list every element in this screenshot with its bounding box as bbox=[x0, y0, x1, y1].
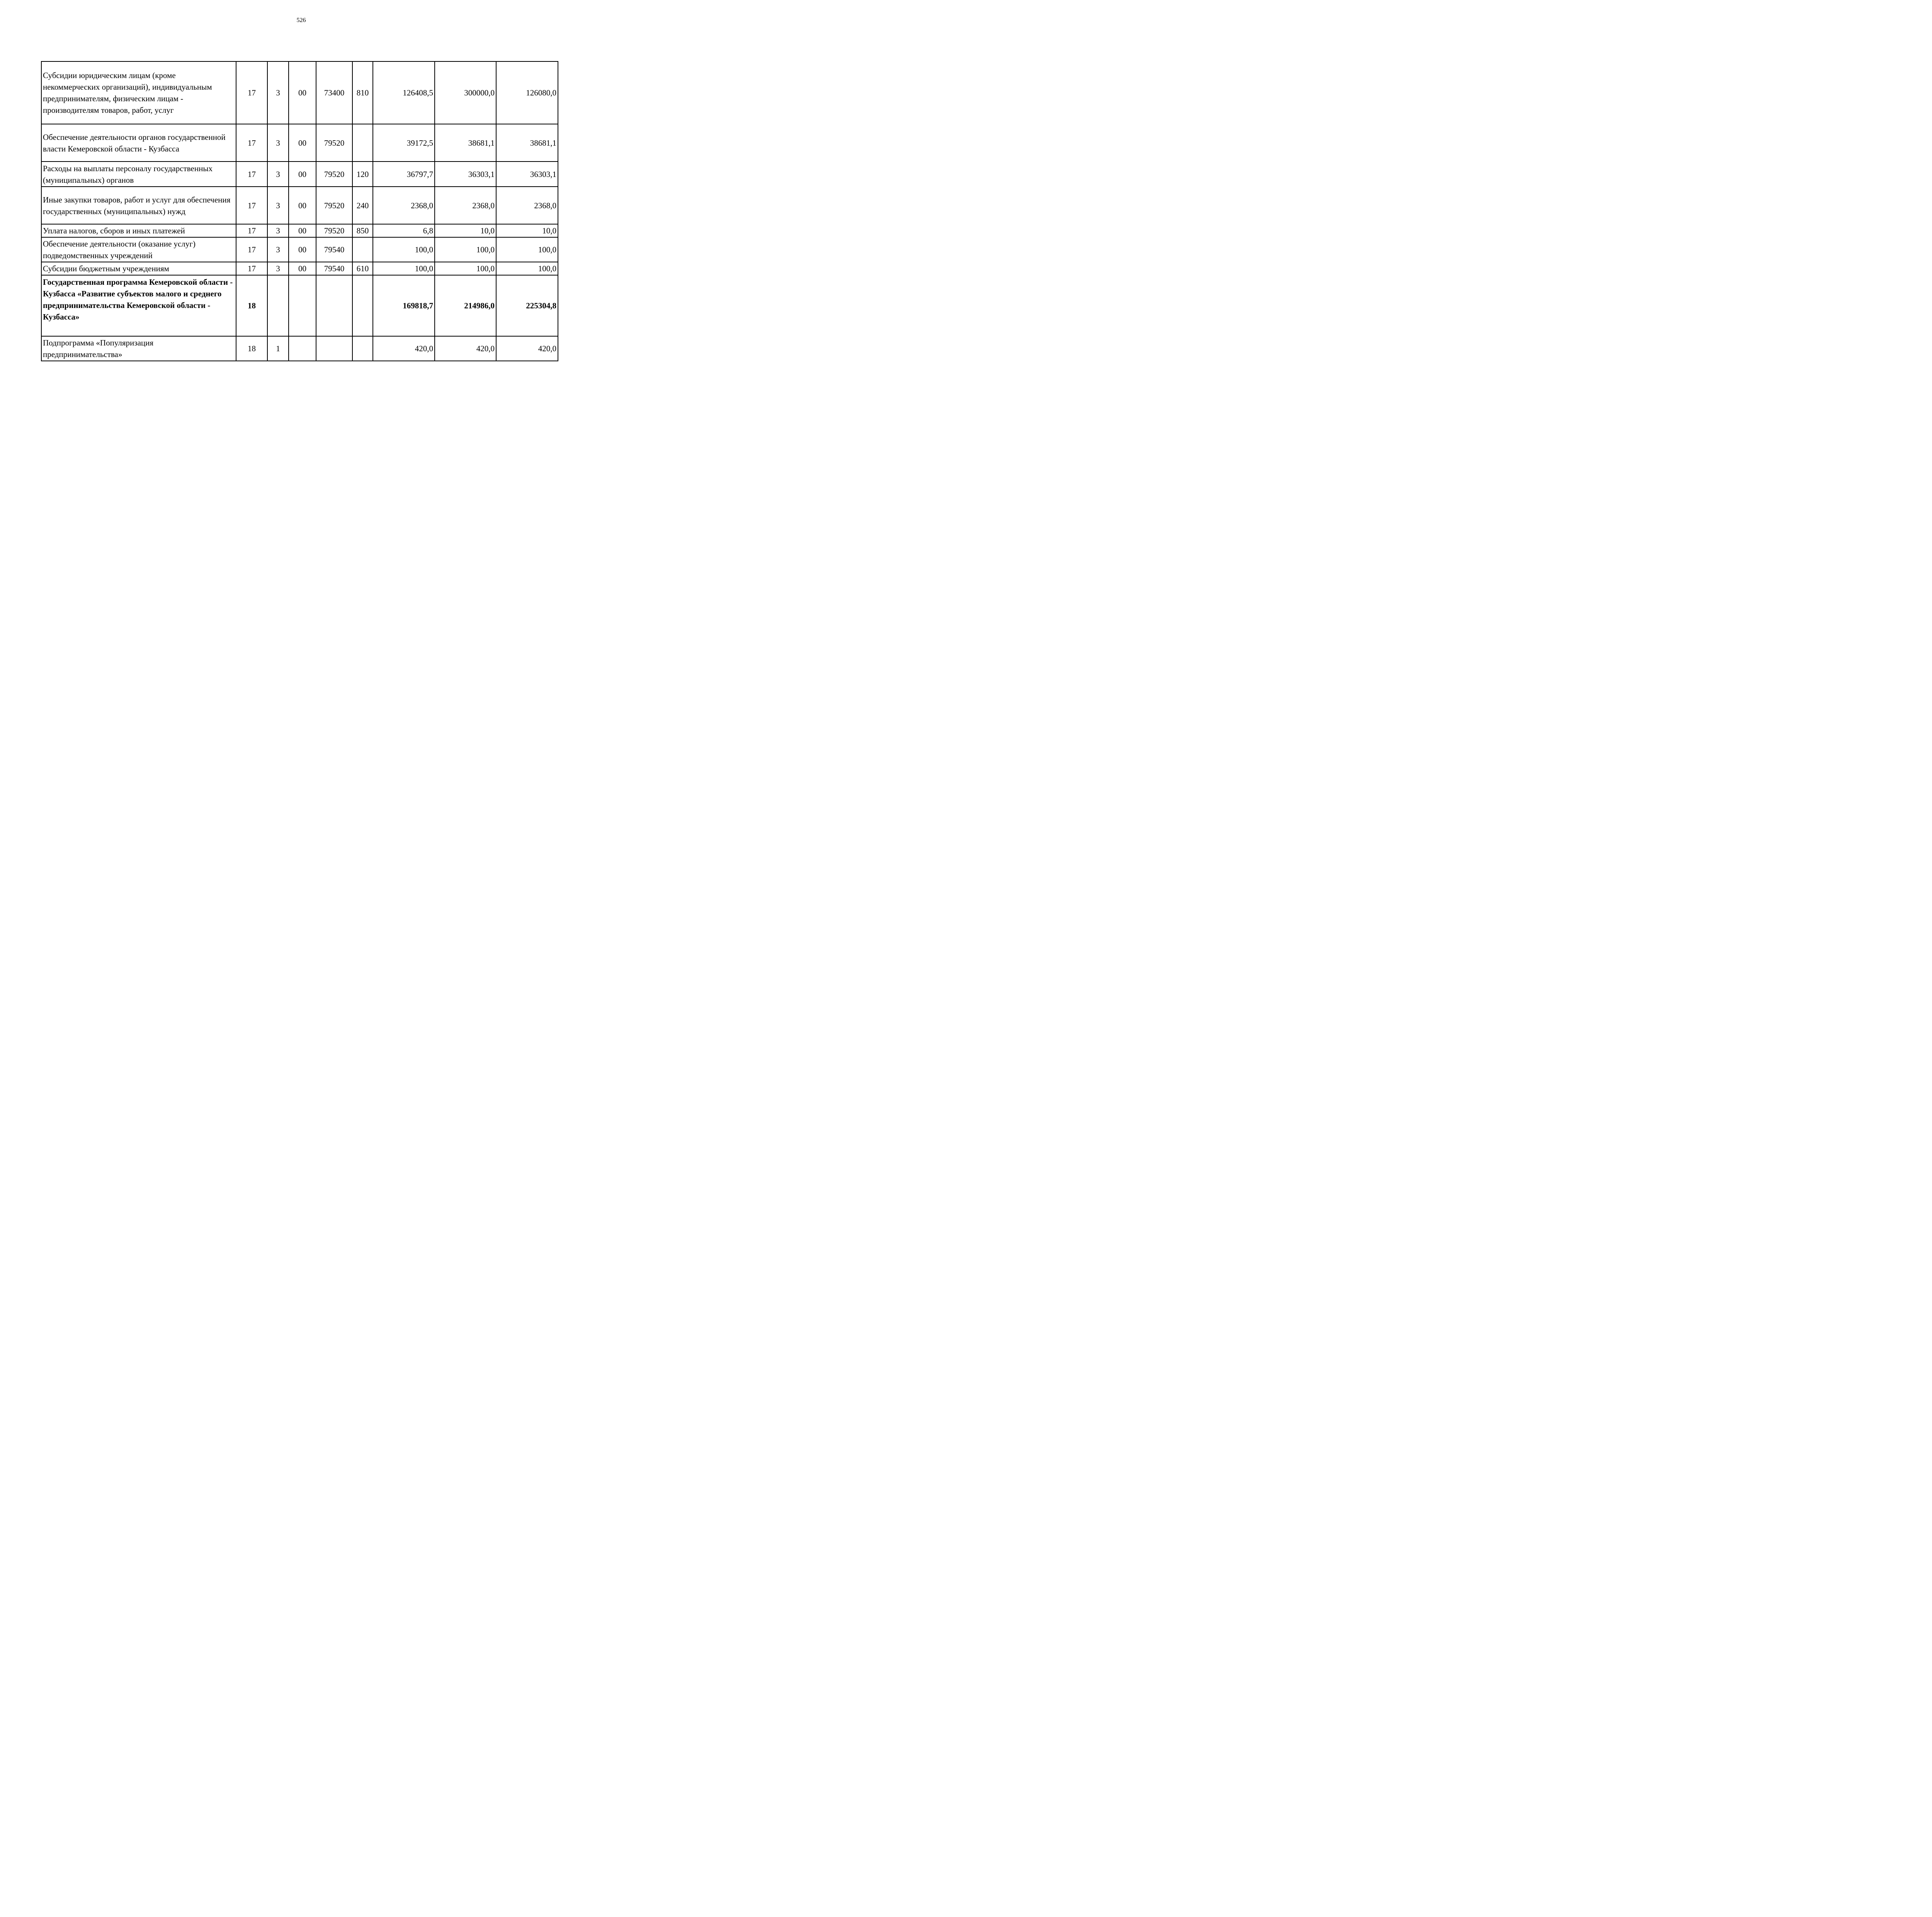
direction-code: 00 bbox=[289, 61, 316, 124]
program-code: 17 bbox=[236, 124, 267, 162]
program-code: 18 bbox=[236, 275, 267, 336]
amount-year-1: 2368,0 bbox=[373, 187, 435, 224]
type-code bbox=[352, 237, 373, 262]
row-name: Подпрограмма «Популяризация предпринимательства» bbox=[41, 336, 236, 361]
expense-code: 79520 bbox=[316, 162, 352, 187]
table-row bbox=[41, 224, 558, 237]
program-code: 17 bbox=[236, 237, 267, 262]
program-code: 17 bbox=[236, 224, 267, 237]
table-row bbox=[41, 162, 558, 187]
amount-year-1: 420,0 bbox=[373, 336, 435, 361]
expense-code: 79520 bbox=[316, 224, 352, 237]
direction-code bbox=[289, 336, 316, 361]
direction-code bbox=[289, 275, 316, 336]
program-code: 17 bbox=[236, 61, 267, 124]
amount-year-3: 100,0 bbox=[496, 262, 558, 275]
table-row bbox=[41, 262, 558, 275]
amount-year-1: 36797,7 bbox=[373, 162, 435, 187]
program-code: 17 bbox=[236, 262, 267, 275]
amount-year-2: 100,0 bbox=[435, 237, 496, 262]
row-name: Обеспечение деятельности органов государственной власти Кемеровской области - Кузбасса bbox=[41, 124, 236, 162]
type-code bbox=[352, 336, 373, 361]
table-row bbox=[41, 61, 558, 124]
page-number: 526 bbox=[296, 17, 306, 24]
amount-year-2: 420,0 bbox=[435, 336, 496, 361]
expense-code: 79520 bbox=[316, 187, 352, 224]
type-code bbox=[352, 124, 373, 162]
subprogram-code: 3 bbox=[267, 61, 289, 124]
subprogram-code: 3 bbox=[267, 262, 289, 275]
amount-year-1: 6,8 bbox=[373, 224, 435, 237]
direction-code: 00 bbox=[289, 187, 316, 224]
amount-year-1: 100,0 bbox=[373, 237, 435, 262]
amount-year-3: 420,0 bbox=[496, 336, 558, 361]
row-name: Обеспечение деятельности (оказание услуг) подведомственных учреждений bbox=[41, 237, 236, 262]
table-row bbox=[41, 124, 558, 162]
direction-code: 00 bbox=[289, 237, 316, 262]
table-row bbox=[41, 336, 558, 361]
row-name: Субсидии бюджетным учреждениям bbox=[41, 262, 236, 275]
amount-year-3: 100,0 bbox=[496, 237, 558, 262]
amount-year-2: 214986,0 bbox=[435, 275, 496, 336]
expense-code: 79540 bbox=[316, 262, 352, 275]
type-code: 120 bbox=[352, 162, 373, 187]
expense-code: 79540 bbox=[316, 237, 352, 262]
table-row bbox=[41, 275, 558, 336]
amount-year-3: 2368,0 bbox=[496, 187, 558, 224]
expense-code bbox=[316, 336, 352, 361]
type-code: 810 bbox=[352, 61, 373, 124]
type-code: 850 bbox=[352, 224, 373, 237]
row-name: Иные закупки товаров, работ и услуг для обеспечения государственных (муниципальных) нужд bbox=[41, 187, 236, 224]
row-name: Субсидии юридическим лицам (кроме некоммерческих организаций), индивидуальным предпринимателям, физическим лицам - производителям товаров, работ, услуг bbox=[41, 61, 236, 124]
amount-year-2: 38681,1 bbox=[435, 124, 496, 162]
program-code: 18 bbox=[236, 336, 267, 361]
budget-table bbox=[41, 61, 558, 361]
amount-year-3: 126080,0 bbox=[496, 61, 558, 124]
subprogram-code bbox=[267, 275, 289, 336]
amount-year-1: 126408,5 bbox=[373, 61, 435, 124]
expense-code bbox=[316, 275, 352, 336]
amount-year-2: 2368,0 bbox=[435, 187, 496, 224]
amount-year-3: 36303,1 bbox=[496, 162, 558, 187]
amount-year-2: 100,0 bbox=[435, 262, 496, 275]
amount-year-3: 225304,8 bbox=[496, 275, 558, 336]
direction-code: 00 bbox=[289, 124, 316, 162]
type-code: 610 bbox=[352, 262, 373, 275]
amount-year-2: 36303,1 bbox=[435, 162, 496, 187]
amount-year-2: 300000,0 bbox=[435, 61, 496, 124]
table-row bbox=[41, 237, 558, 262]
subprogram-code: 3 bbox=[267, 162, 289, 187]
subprogram-code: 3 bbox=[267, 237, 289, 262]
table-row bbox=[41, 187, 558, 224]
row-name: Государственная программа Кемеровской области - Кузбасса «Развитие субъектов малого и среднего предпринимательства Кемеровской области - Кузбасса» bbox=[41, 275, 236, 336]
direction-code: 00 bbox=[289, 262, 316, 275]
amount-year-2: 10,0 bbox=[435, 224, 496, 237]
amount-year-1: 39172,5 bbox=[373, 124, 435, 162]
direction-code: 00 bbox=[289, 224, 316, 237]
expense-code: 73400 bbox=[316, 61, 352, 124]
amount-year-3: 10,0 bbox=[496, 224, 558, 237]
type-code bbox=[352, 275, 373, 336]
expense-code: 79520 bbox=[316, 124, 352, 162]
amount-year-1: 100,0 bbox=[373, 262, 435, 275]
subprogram-code: 3 bbox=[267, 187, 289, 224]
row-name: Расходы на выплаты персоналу государственных (муниципальных) органов bbox=[41, 162, 236, 187]
amount-year-3: 38681,1 bbox=[496, 124, 558, 162]
direction-code: 00 bbox=[289, 162, 316, 187]
program-code: 17 bbox=[236, 187, 267, 224]
row-name: Уплата налогов, сборов и иных платежей bbox=[41, 224, 236, 237]
subprogram-code: 1 bbox=[267, 336, 289, 361]
type-code: 240 bbox=[352, 187, 373, 224]
program-code: 17 bbox=[236, 162, 267, 187]
subprogram-code: 3 bbox=[267, 124, 289, 162]
subprogram-code: 3 bbox=[267, 224, 289, 237]
amount-year-1: 169818,7 bbox=[373, 275, 435, 336]
